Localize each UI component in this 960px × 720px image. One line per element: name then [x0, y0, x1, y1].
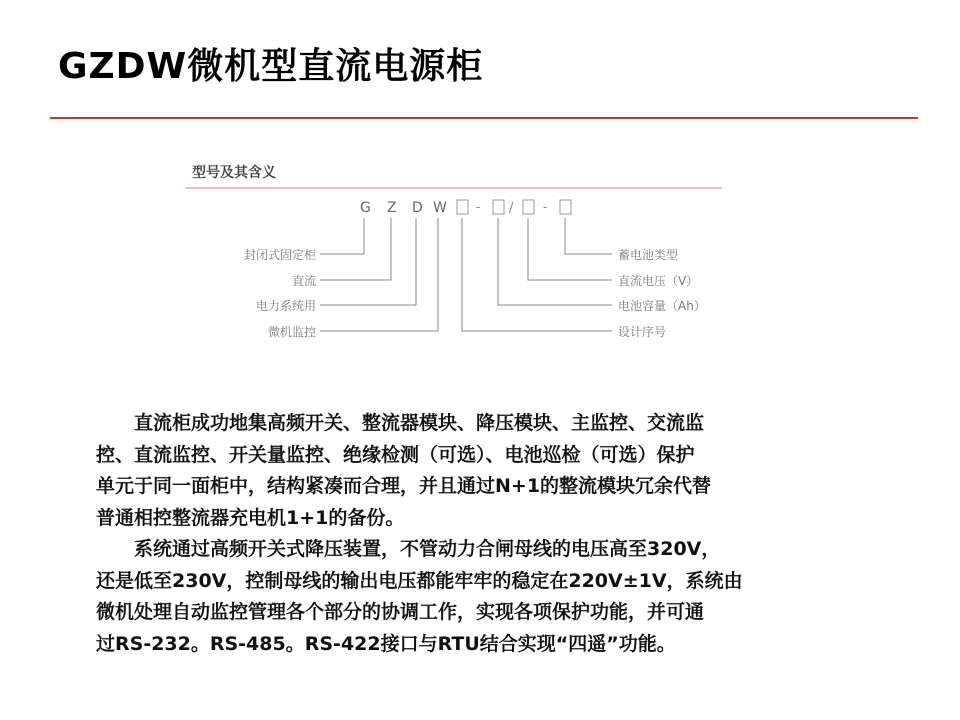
leader-w [320, 218, 438, 331]
label-power-system: 电力系统用 [255, 299, 316, 313]
label-dc: 直流 [291, 274, 316, 288]
code-box-1 [457, 200, 468, 214]
title-divider [50, 117, 918, 119]
leader-box-3 [528, 218, 612, 280]
code-dash-1: - [476, 200, 481, 214]
leader-d [320, 218, 416, 305]
label-enclosed-fixed-cabinet: 封闭式固定柜 [243, 248, 316, 262]
label-microcomputer-monitoring: 微机监控 [267, 325, 316, 339]
leader-g [320, 218, 364, 254]
code-box-4 [560, 200, 571, 214]
label-battery-type: 蓄电池类型 [618, 248, 679, 262]
paragraph-1-line: 普通相控整流器充电机1+1的备份。 [96, 506, 405, 529]
code-slash: / [509, 201, 514, 216]
code-dash-2: - [543, 200, 548, 214]
paragraph-1-line: 控、直流监控、开关量监控、绝缘检测（可选）、电池巡检（可选）保护 [96, 443, 695, 466]
description-paragraph-2 [96, 534, 876, 660]
description-paragraph-1 [96, 408, 876, 534]
paragraph-1-line: 直流柜成功地集高频开关、整流器模块、降压模块、主监控、交流监 [96, 412, 705, 434]
leader-box-1 [462, 218, 612, 331]
paragraph-2-line: 过RS-232。RS-485。RS-422接口与RTU结合实现“四遥”功能。 [96, 632, 676, 655]
paragraph-1-line: 单元于同一面柜中，结构紧凑而合理，并且通过N+1的整流模块冗余代替 [96, 475, 712, 498]
code-letter-g: G [360, 200, 371, 216]
model-designation-diagram [180, 150, 740, 350]
leader-box-4 [565, 218, 612, 254]
label-battery-capacity: 电池容量（Ah） [618, 299, 706, 313]
label-design-serial: 设计序号 [618, 325, 667, 339]
paragraph-2-line: 微机处理自动监控管理各个部分的协调工作，实现各项保护功能，并可通 [96, 601, 705, 624]
code-letter-d: D [412, 200, 423, 216]
label-dc-voltage: 直流电压（V） [618, 274, 699, 288]
code-box-2 [493, 200, 504, 214]
paragraph-2-line: 还是低至230V，控制母线的输出电压都能牢牢的稳定在220V±1V，系统由 [96, 569, 743, 592]
code-letter-z: Z [387, 200, 397, 216]
code-letter-w: W [433, 200, 447, 216]
leader-z [320, 218, 391, 280]
page-title: GZDW微机型直流电源柜 [58, 46, 484, 87]
paragraph-2-line: 系统通过高频开关式降压装置，不管动力合闸母线的电压高至320V， [96, 538, 721, 560]
diagram-heading: 型号及其含义 [192, 165, 276, 181]
leader-box-2 [498, 218, 612, 305]
code-box-3 [523, 200, 534, 214]
